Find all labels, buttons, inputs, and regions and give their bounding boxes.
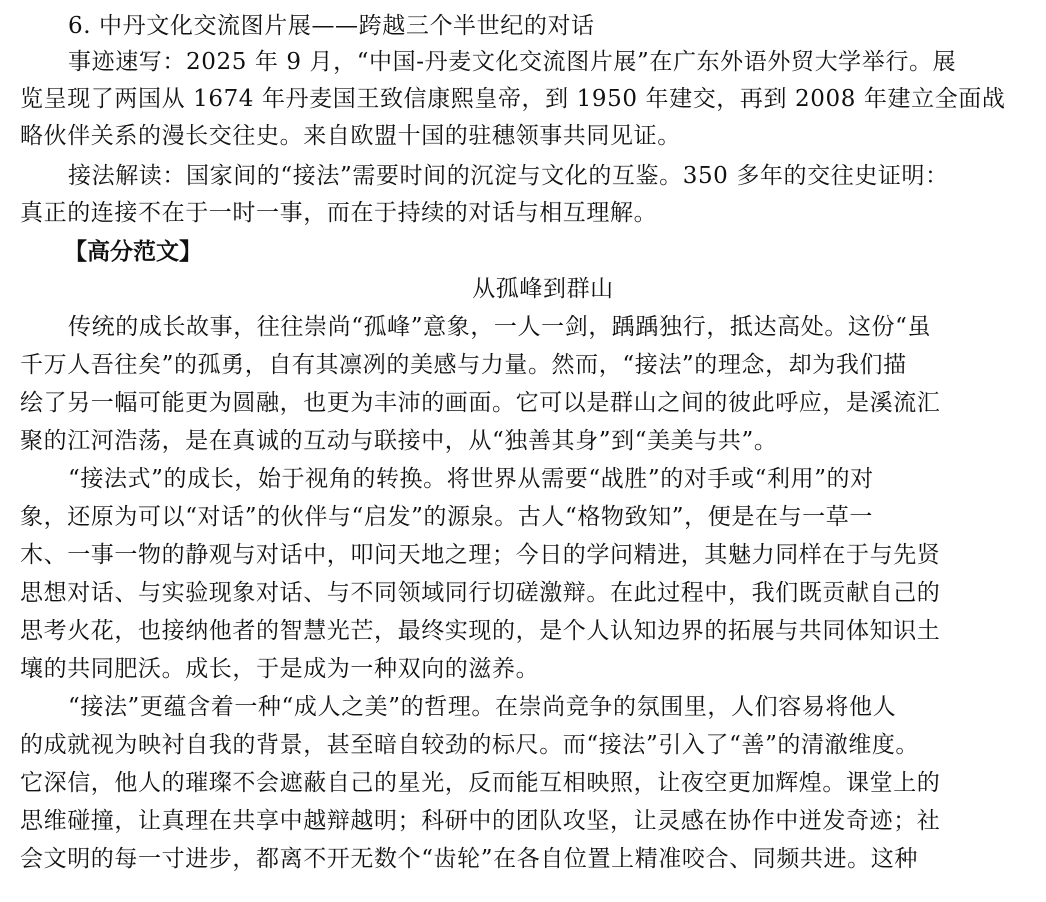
p2-line-2: 象，还原为可以“对话”的伙伴与“启发”的源泉。古人“格物致知”，便是在与一草一 xyxy=(20,504,873,530)
interpretation-line-2: 真正的连接不在于一时一事，而在于持续的对话与相互理解。 xyxy=(20,200,658,226)
essay-title: 从孤峰到群山 xyxy=(472,276,614,302)
p1-line-4: 聚的江河浩荡，是在真诚的互动与联接中，从“独善其身”到“美美与共”。 xyxy=(20,428,778,454)
p3-line-2: 的成就视为映衬自我的背景，甚至暗自较劲的标尺。而“接法”引入了“善”的清澈维度。 xyxy=(20,732,920,758)
event-line-3: 略伙伴关系的漫长交往史。来自欧盟十国的驻穗领事共同见证。 xyxy=(20,123,681,149)
p2-line-4: 思想对话、与实验现象对话、与不同领域同行切磋激辩。在此过程中，我们既贡献自己的 xyxy=(20,580,941,606)
p2-line-5: 思考火花，也接纳他者的智慧光芒，最终实现的，是个人认知边界的拓展与共同体知识土 xyxy=(20,618,941,644)
p3-line-4: 思维碰撞，让真理在共享中越辩越明；科研中的团队攻坚，让灵感在协作中迸发奇迹；社 xyxy=(20,808,941,834)
essay-label: 【高分范文】 xyxy=(64,239,202,265)
p3-line-3: 它深信，他人的璀璨不会遮蔽自己的星光，反而能互相映照，让夜空更加辉煌。课堂上的 xyxy=(20,770,941,796)
p2-line-6: 壤的共同肥沃。成长，于是成为一种双向的滋养。 xyxy=(20,656,540,682)
interpretation-line-1: 接法解读：国家间的“接法”需要时间的沉淀与文化的互鉴。350 多年的交往史证明： xyxy=(68,163,949,189)
p2-line-1: “接法式”的成长，始于视角的转换。将世界从需要“战胜”的对手或“利用”的对 xyxy=(68,466,874,492)
event-line-1: 事迹速写：2025 年 9 月，“中国-丹麦文化交流图片展”在广东外语外贸大学举行。展 xyxy=(68,49,957,75)
p1-line-2: 千万人吾往矣”的孤勇，自有其凛冽的美感与力量。然而，“接法”的理念，却为我们描 xyxy=(20,352,907,378)
section-title: 6. 中丹文化交流图片展——跨越三个半世纪的对话 xyxy=(68,13,595,39)
p1-line-1: 传统的成长故事，往往崇尚“孤峰”意象，一人一剑，踽踽独行，抵达高处。这份“虽 xyxy=(68,314,932,340)
p2-line-3: 木、一事一物的静观与对话中，叩问天地之理；今日的学问精进，其魅力同样在于与先贤 xyxy=(20,542,941,568)
p1-line-3: 绘了另一幅可能更为圆融，也更为丰沛的画面。它可以是群山之间的彼此呼应，是溪流汇 xyxy=(20,390,941,416)
p3-line-5: 会文明的每一寸进步，都离不开无数个“齿轮”在各自位置上精准咬合、同频共进。这种 xyxy=(20,846,918,872)
p3-line-1: “接法”更蕴含着一种“成人之美”的哲理。在崇尚竞争的氛围里，人们容易将他人 xyxy=(68,694,897,720)
event-line-2: 览呈现了两国从 1674 年丹麦国王致信康熙皇帝，到 1950 年建交，再到 2008 年建立全面战 xyxy=(20,86,1006,112)
